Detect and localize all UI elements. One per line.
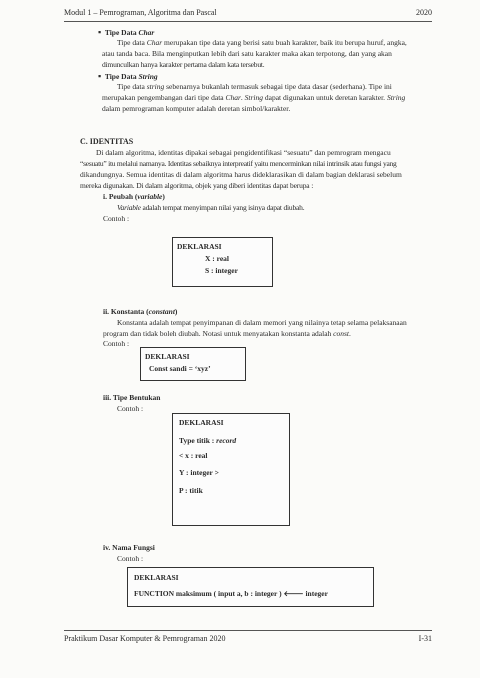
string-paragraph-line1: [117, 82, 432, 93]
konstanta-heading-suffix: ): [174, 307, 178, 316]
peubah-desc-em: Variable: [117, 203, 141, 212]
page-footer: [64, 634, 432, 643]
code-line: Y : integer >: [179, 468, 219, 477]
char-heading-em: Char: [138, 28, 155, 37]
header-rule: [64, 21, 432, 22]
konstanta-line1: Konstanta adalah tempat penyimpanan di dalam memori yang nilainya tetap selama pelaksanaan: [117, 318, 407, 327]
identitas-heading: C. IDENTITAS: [80, 137, 134, 146]
peubah-code-box: [172, 237, 273, 287]
identitas-line4: mereka digunakan. Di dalam algoritma, objek yang diberi identitas dapat berupa :: [80, 181, 314, 190]
string-p2-em2: String: [244, 93, 264, 102]
konstanta-line2: [103, 329, 432, 340]
char-p1-em: Char: [146, 38, 163, 47]
code-line: X : real: [205, 254, 230, 263]
bentukan-heading: iii. Tipe Bentukan: [103, 393, 161, 402]
code-line-em: record: [216, 436, 237, 445]
peubah-heading-prefix: i. Peubah (: [103, 192, 138, 201]
footer-title: Praktikum Dasar Komputer & Pemrograman 2020: [64, 634, 226, 643]
konstanta-l2-b: .: [349, 329, 351, 338]
peubah-description: [117, 203, 304, 214]
code-line: FUNCTION maksimum ( input a, b : integer ) 🡐 integer: [134, 589, 328, 598]
header-year: 2020: [416, 8, 432, 17]
fungsi-contoh: Contoh :: [117, 554, 144, 563]
fungsi-code-box: [127, 567, 374, 607]
peubah-heading-suffix: ): [162, 192, 165, 201]
declaration-keyword: DEKLARASI: [177, 242, 222, 251]
page-number: I-31: [418, 634, 432, 643]
peubah-contoh: Contoh :: [103, 214, 130, 223]
char-heading-text: Tipe Data: [104, 28, 139, 37]
string-paragraph-line2: [102, 93, 432, 104]
peubah-desc-text: adalah tempat menyimpan nilai yang isinya dapat diubah.: [140, 203, 305, 212]
string-paragraph-line3: dalam pemrograman komputer adalah deretan simbol/karakter.: [102, 104, 291, 113]
string-heading: [98, 71, 158, 83]
string-p2-em3: String: [386, 93, 406, 102]
string-p2-a: merupakan pengembangan dari tipe data: [102, 93, 226, 102]
string-p2-b: .: [240, 93, 245, 102]
bullet-icon: ▪: [98, 27, 102, 37]
header-title: Modul 1 – Pemrograman, Algoritma dan Pascal: [64, 8, 217, 17]
string-heading-text: Tipe Data: [104, 72, 139, 81]
footer-rule: [64, 630, 432, 631]
declaration-keyword: DEKLARASI: [134, 573, 179, 582]
char-heading: [98, 27, 154, 39]
string-p1-em: string: [146, 82, 165, 91]
char-p1-b: merupakan tipe data yang berisi satu buah karakter, baik itu berupa huruf, angka,: [162, 38, 407, 47]
string-p1-b: sebenarnya bukanlah termasuk sebagai tipe data dasar (sederhana). Tipe ini: [164, 82, 392, 91]
bullet-icon: ▪: [98, 71, 102, 81]
konstanta-heading-em: constant: [148, 307, 175, 316]
fungsi-heading: iv. Nama Fungsi: [103, 543, 155, 552]
identitas-line3: dikandungnya. Semua identitas di dalam algoritma harus dideklarasikan di dalam bagian deklarasi sebelum: [80, 170, 402, 179]
code-line: < x : real: [179, 451, 208, 460]
string-p2-c: dapat digunakan untuk deretan karakter.: [263, 93, 387, 102]
konstanta-contoh: Contoh :: [103, 339, 130, 348]
konstanta-l2-a: program dan tidak boleh diubah. Notasi untuk menyatakan konstanta adalah: [103, 329, 334, 338]
char-p1-a: Tipe data: [117, 38, 147, 47]
code-line: [179, 436, 236, 447]
identitas-line1: Di dalam algoritma, identitas dipakai sebagai pengidentifikasi “sesuatu” dan pemrogram mengacu: [96, 148, 391, 157]
page-header: [64, 8, 432, 17]
code-line: Const sandi = ‘xyz’: [149, 364, 211, 373]
peubah-heading: [103, 192, 165, 203]
code-line: P : titik: [179, 486, 203, 495]
string-heading-em: String: [138, 72, 158, 81]
peubah-heading-em: variable: [137, 192, 163, 201]
char-paragraph-line1: [117, 38, 432, 49]
konstanta-code-box: [140, 347, 246, 381]
konstanta-heading: [103, 307, 177, 318]
konstanta-heading-prefix: ii. Konstanta (: [103, 307, 149, 316]
string-p1-a: Tipe data: [117, 82, 147, 91]
bentukan-contoh: Contoh :: [117, 404, 144, 413]
char-paragraph-line3: dimunculkan hanya karakter pertama dalam kata tersebut.: [102, 60, 265, 69]
code-line: S : integer: [205, 266, 238, 275]
identitas-line2: “sesuatu” itu melalui namanya. Identitas sebaiknya interpreatif yaitu mencerminkan nilai intrinsik atau fungsi yang: [80, 159, 397, 168]
char-paragraph-line2: atau tanda baca. Bila menginputkan lebih dari satu karakter maka akan terpotong, dan yang akan: [102, 49, 392, 58]
declaration-keyword: DEKLARASI: [179, 418, 224, 427]
konstanta-l2-em: const: [333, 329, 349, 338]
string-p2-em1: Char: [225, 93, 241, 102]
code-line-a: Type titik :: [179, 436, 217, 445]
declaration-keyword: DEKLARASI: [145, 352, 190, 361]
bentukan-code-box: [172, 413, 290, 526]
